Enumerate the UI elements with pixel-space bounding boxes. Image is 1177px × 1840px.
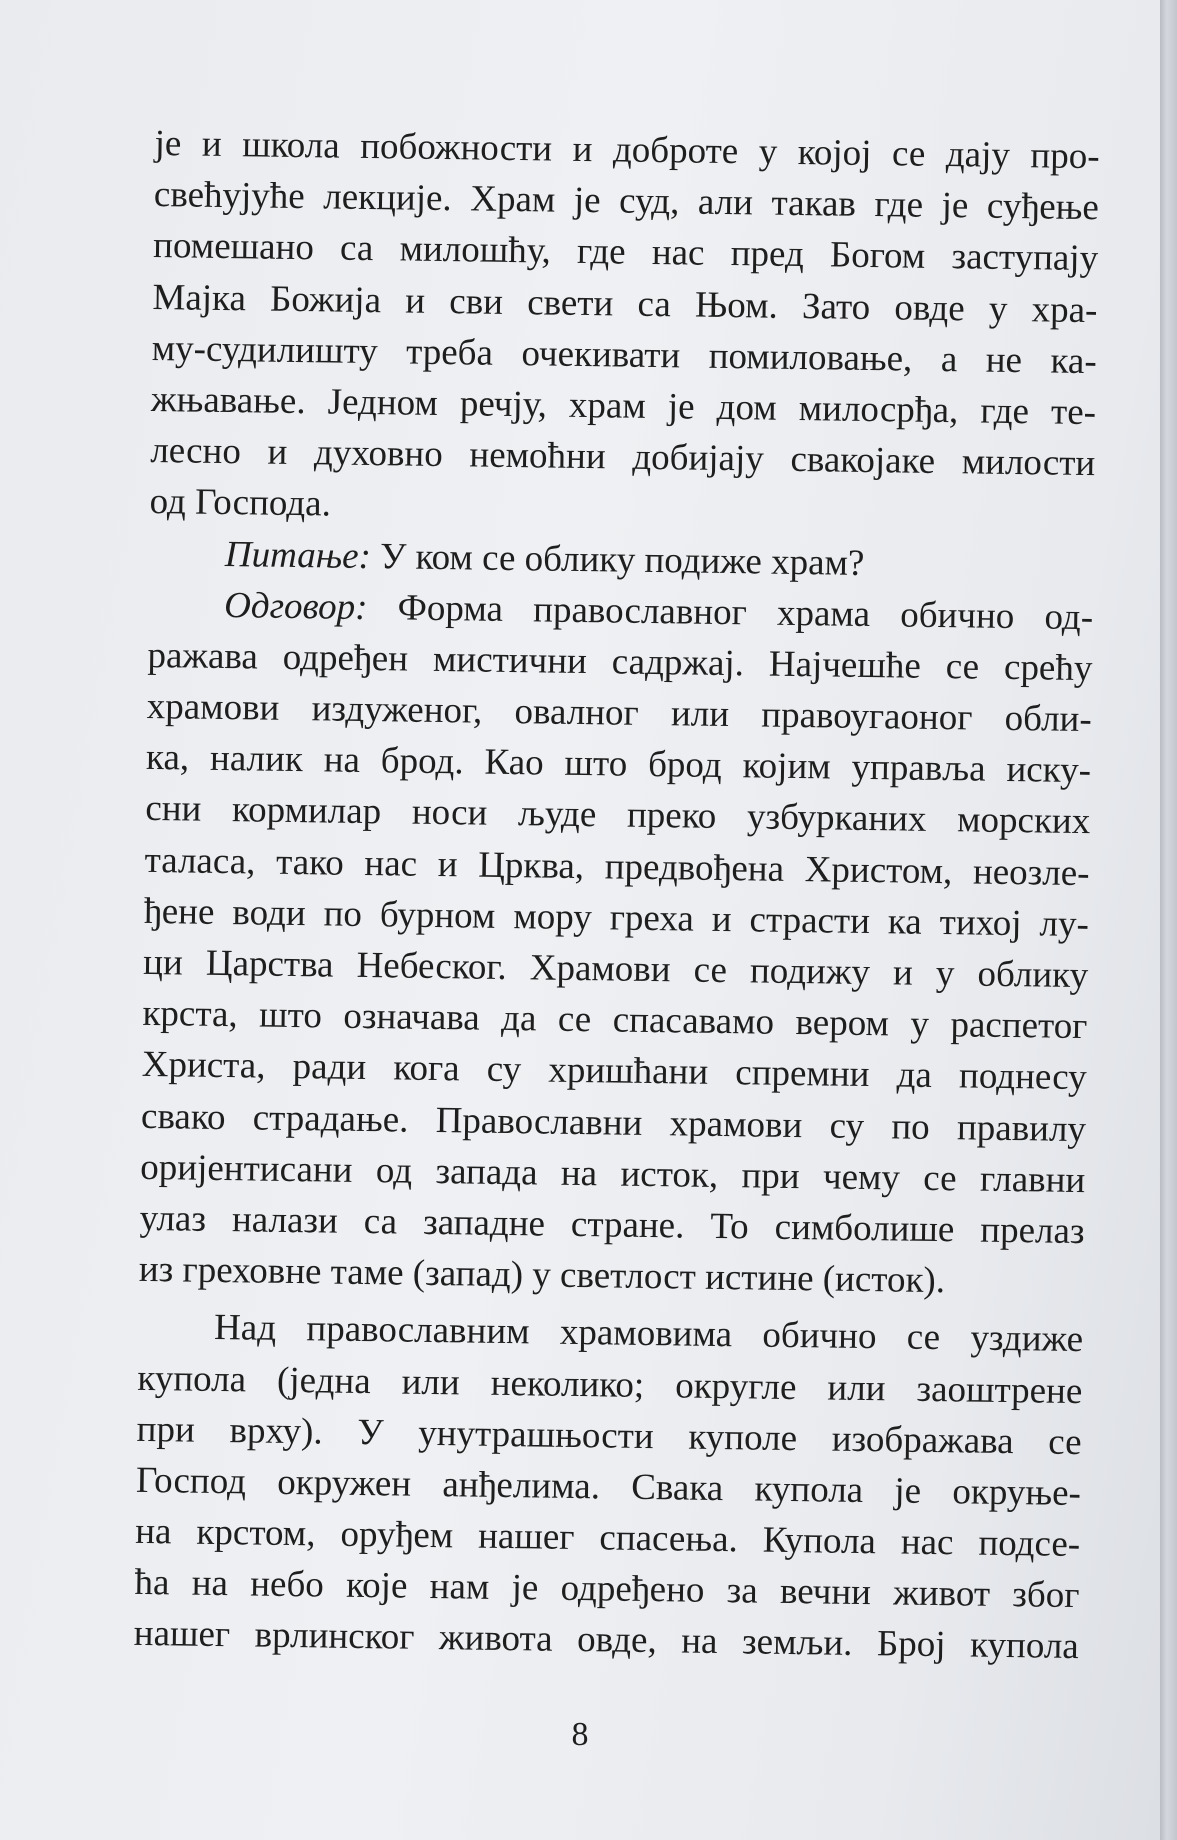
text-line: таласа, тако нас и Црква, предвођена Христом, неозле- xyxy=(144,839,1090,894)
text-line: жњавање. Једном речју, храм је дом милосрђа, где те- xyxy=(150,378,1097,434)
text-line: Господ окружен анђелима. Свака купола је окруње- xyxy=(135,1459,1082,1514)
text-line: свако страдање. Православни храмови су по правилу xyxy=(140,1095,1087,1150)
text-line: ражава одређен мистични садржај. Најчешће се срећу xyxy=(147,634,1093,690)
text-line: Над православним храмовима обично се уздиже xyxy=(213,1307,1084,1361)
text-line: је и школа побожности и доброте у којој се дају про- xyxy=(154,122,1100,178)
page-number: 8 xyxy=(571,1716,589,1753)
text-line: купола (једна или неколико; округле или заоштрене xyxy=(137,1357,1083,1412)
text-line: ка, налик на брод. Као што брод којим управља иску- xyxy=(145,737,1092,792)
text-line: нашег врлинског живота овде, на земљи. Број купола xyxy=(133,1613,1080,1668)
text-line: помешано са милошћу, где нас пред Богом заступају xyxy=(152,225,1099,280)
text-line: улаз налази са западне стране. То симболише прелаз xyxy=(139,1197,1085,1253)
page-edge xyxy=(1160,0,1177,1840)
text-line: свећујуће лекције. Храм је суд, али такав где је суђење xyxy=(153,174,1100,229)
text-line: ђене води по бурном мору греха и страсти ка тихој лу- xyxy=(143,890,1090,945)
text-line: крста, што означава да се спасавамо вером у распетог xyxy=(142,993,1088,1048)
text-line: оријентисани од запада на исток, при чему се главни xyxy=(140,1146,1086,1201)
answer-label: Одговор: xyxy=(223,584,368,628)
text-line: Мајка Божија и сви свети са Њом. Зато овде у хра- xyxy=(152,276,1098,331)
text-line: на крстом, оруђем нашег спасења. Купола нас подсе- xyxy=(134,1510,1081,1566)
text-line: му-судилишту треба очекивати помиловање, а не ка- xyxy=(151,327,1097,382)
text-line: ћа на небо које нам је одређено за вечни живот због xyxy=(134,1562,1080,1617)
text-line: из греховне таме (запад) у светлост истине (исток). xyxy=(138,1249,946,1302)
text-line: од Господа. xyxy=(149,481,332,525)
question-text: У ком се облику подиже храм? xyxy=(379,535,865,584)
text-line: при врху). У унутрашњости куполе изображава се xyxy=(136,1408,1082,1463)
text-line: лесно и духовно немоћни добијају свакојаке милости xyxy=(150,430,1096,485)
text-line: храмови издуженог, овалног или правоугаоног обли- xyxy=(146,686,1092,741)
text-line: ци Царства Небеског. Храмови се подижу и у облику xyxy=(142,941,1089,997)
question-label: Питање: xyxy=(224,533,372,577)
text-line: сни кормилар носи људе преко узбурканих морских xyxy=(145,788,1091,843)
text-line: Христа, ради кога су хришћани спремни да поднесу xyxy=(141,1044,1087,1099)
body-text xyxy=(133,118,1099,1673)
answer-text: Форма православног храма обично од- xyxy=(397,587,1094,638)
